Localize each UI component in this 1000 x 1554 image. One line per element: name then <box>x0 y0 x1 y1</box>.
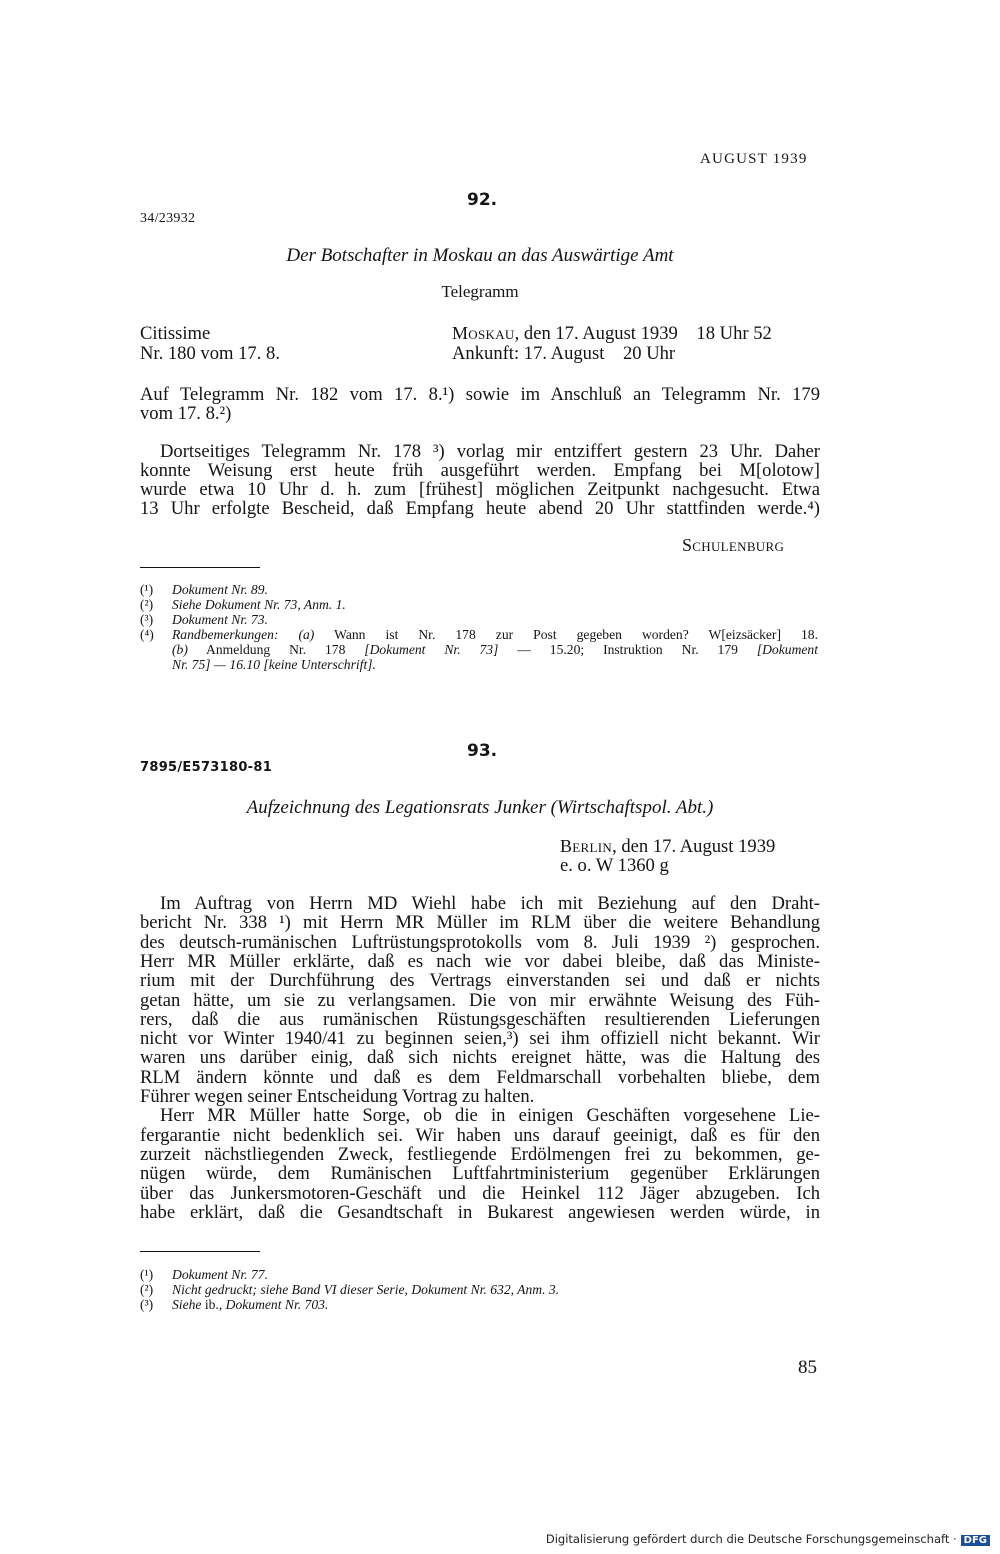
footnote-mark: (³) <box>140 1297 154 1312</box>
paragraph-line: nügen würde, dem Rumänischen Luftfahrtministerium gegenüber Erklärungen <box>140 1163 820 1185</box>
document-body-93 <box>140 894 820 1234</box>
footnote-divider <box>140 567 260 568</box>
footer-text: Digitalisierung gefördert durch die Deutsche Forschungsgemeinschaft · <box>545 1532 957 1546</box>
paragraph-line: nicht vor Winter 1940/41 zu beginnen seien,³) sei ihm offiziell nicht bekannt. Wir <box>140 1028 820 1050</box>
sending-place-date <box>452 324 772 343</box>
digitization-footer <box>546 1532 990 1546</box>
footnote-mark: (⁴) <box>140 627 154 642</box>
footnote-text: Dokument Nr. 77. <box>172 1267 268 1282</box>
document-title-93: Aufzeichnung des Legationsrats Junker (Wirtschaftspol. Abt.) <box>246 797 714 818</box>
paragraph-line: über das Junkersmotoren-Geschäft und die Heinkel 112 Jäger abzugeben. Ich <box>140 1182 820 1204</box>
document-number-92: 92. <box>467 190 498 210</box>
footnote-mark: (³) <box>140 612 154 627</box>
footnote-text: Siehe Dokument Nr. 73, Anm. 1. <box>172 597 346 612</box>
footnote-italic: (b) <box>172 642 188 657</box>
footnote-mark: (¹) <box>140 582 154 597</box>
paragraph-line: vom 17. 8.²) <box>140 403 232 424</box>
page-number: 85 <box>798 1357 817 1378</box>
document-reference-92: 34/23932 <box>140 211 196 226</box>
paragraph-line: fergarantie nicht bedenklich sei. Wir haben uns darauf geeinigt, daß es für den <box>140 1124 820 1146</box>
paragraph-line: Führer wegen seiner Entscheidung Vortrag zu halten. <box>140 1086 535 1107</box>
footnote <box>140 597 840 613</box>
paragraph-line: habe erklärt, daß die Gesandtschaft in Bukarest angewiesen werden würde, in <box>140 1201 820 1223</box>
paragraph-line: konnte Weisung erst heute früh ausgeführt werden. Empfang bei M[olotow] <box>140 460 820 481</box>
footnote <box>140 627 840 675</box>
paragraph-line: Im Auftrag von Herrn MD Wiehl habe ich mit Beziehung auf den Draht- <box>160 893 820 914</box>
paragraph-line: zurzeit nächstliegenden Zweck, festliegende Erdölmengen frei zu bekommen, ge- <box>140 1143 820 1165</box>
footnote-text: Nr. 75] — 16.10 [keine Unterschrift]. <box>172 657 376 672</box>
footnotes-93 <box>140 1267 840 1317</box>
paragraph-line: Herr MR Müller hatte Sorge, ob die in einigen Geschäften vorgesehene Lie- <box>160 1105 820 1127</box>
footnote-text <box>172 1297 328 1312</box>
place-date <box>560 837 775 856</box>
footnote-text: Dokument Nr. 73. <box>172 612 268 627</box>
footnote-upright: — 15.20; Instruktion Nr. 179 <box>498 642 757 657</box>
footnote-italic: , Dokument Nr. 703. <box>218 1297 329 1312</box>
priority-note: Citissime <box>140 323 211 344</box>
footnote-upright: Wann ist Nr. 178 zur Post gegeben worden? W[eizsäcker] 18. <box>314 627 818 642</box>
paragraph-line: rers, daß die aus rumänischen Rüstungsgeschäften resultierenden Lieferungen <box>140 1008 820 1030</box>
signature: Schulenburg <box>682 535 785 555</box>
footnote-italic: Randbemerkungen: (a) <box>172 627 315 642</box>
document-type: Telegramm <box>441 282 519 301</box>
paragraph-line: getan hätte, um sie zu verlangsamen. Die von mir erwähnte Weisung des Füh- <box>140 989 820 1011</box>
footnote <box>140 1282 840 1298</box>
footnote-divider <box>140 1251 260 1252</box>
dfg-logo: DFG <box>961 1535 990 1546</box>
document-number-93: 93. <box>467 741 498 761</box>
paragraph-line: bericht Nr. 338 ¹) mit Herrn MR Müller im RLM über die weitere Behandlung <box>140 912 820 934</box>
date: , den 17. August 1939 <box>612 836 776 857</box>
footnote-upright: Anmeldung Nr. 178 <box>187 642 365 657</box>
telegram-number: Nr. 180 vom 17. 8. <box>140 343 280 364</box>
document-title-92: Der Botschafter in Moskau an das Auswärtige Amt <box>286 245 674 266</box>
paragraph-line: Auf Telegramm Nr. 182 vom 17. 8.¹) sowie im Anschluß an Telegramm Nr. 179 <box>140 384 820 405</box>
arrival-time: Ankunft: 17. August 20 Uhr <box>452 343 676 364</box>
file-reference: e. o. W 1360 g <box>560 855 669 876</box>
footnote-text: Dokument Nr. 89. <box>172 582 268 597</box>
footnote-mark: (²) <box>140 597 154 612</box>
paragraph-line: waren uns darüber einig, daß sich nichts ereignet hätte, was die Haltung des <box>140 1047 820 1069</box>
footnote-italic: [Dokument <box>756 642 818 657</box>
paragraph-line: wurde etwa 10 Uhr d. h. zum [frühest] möglichen Zeitpunkt nachgesucht. Etwa <box>140 479 820 500</box>
footnote <box>140 1297 840 1313</box>
paragraph-line: RLM ändern könnte und daß es dem Feldmarschall vorbehalten bliebe, dem <box>140 1066 820 1088</box>
footnotes-92 <box>140 582 840 672</box>
footnote <box>140 612 840 628</box>
footnote-mark: (²) <box>140 1282 154 1297</box>
footnote-upright: ib. <box>201 1297 219 1312</box>
footnote-text <box>172 627 818 642</box>
footnote-italic: [Dokument Nr. 73] <box>364 642 499 657</box>
footnote <box>140 582 840 598</box>
paragraph-line: 13 Uhr erfolgte Bescheid, daß Empfang heute abend 20 Uhr stattfinden werde.⁴) <box>140 498 820 519</box>
sending-date-time: , den 17. August 1939 18 Uhr 52 <box>514 323 772 344</box>
document-reference-93: 7895/E573180-81 <box>140 760 273 775</box>
paragraph-line: Herr MR Müller erklärte, daß es nach wie vor dabei bleibe, daß das Ministe- <box>140 950 820 972</box>
footnote-text <box>172 642 818 657</box>
paragraph-line: rium mit der Durchführung des Vertrags einverstanden sei und daß er nichts <box>140 970 820 992</box>
footnote-italic: Siehe <box>172 1297 202 1312</box>
sending-city: Moskau <box>452 323 515 343</box>
footnote <box>140 1267 840 1283</box>
footnote-text: Nicht gedruckt; siehe Band VI dieser Serie, Dokument Nr. 632, Anm. 3. <box>172 1282 560 1297</box>
footnote-mark: (¹) <box>140 1267 154 1282</box>
paragraph-line: des deutsch-rumänischen Luftrüstungsprotokolls vom 8. Juli 1939 ²) gesprochen. <box>140 931 820 953</box>
place-city: Berlin <box>560 836 613 856</box>
paragraph-line: Dortseitiges Telegramm Nr. 178 ³) vorlag mir entziffert gestern 23 Uhr. Daher <box>160 441 820 462</box>
running-head: AUGUST 1939 <box>700 151 808 167</box>
